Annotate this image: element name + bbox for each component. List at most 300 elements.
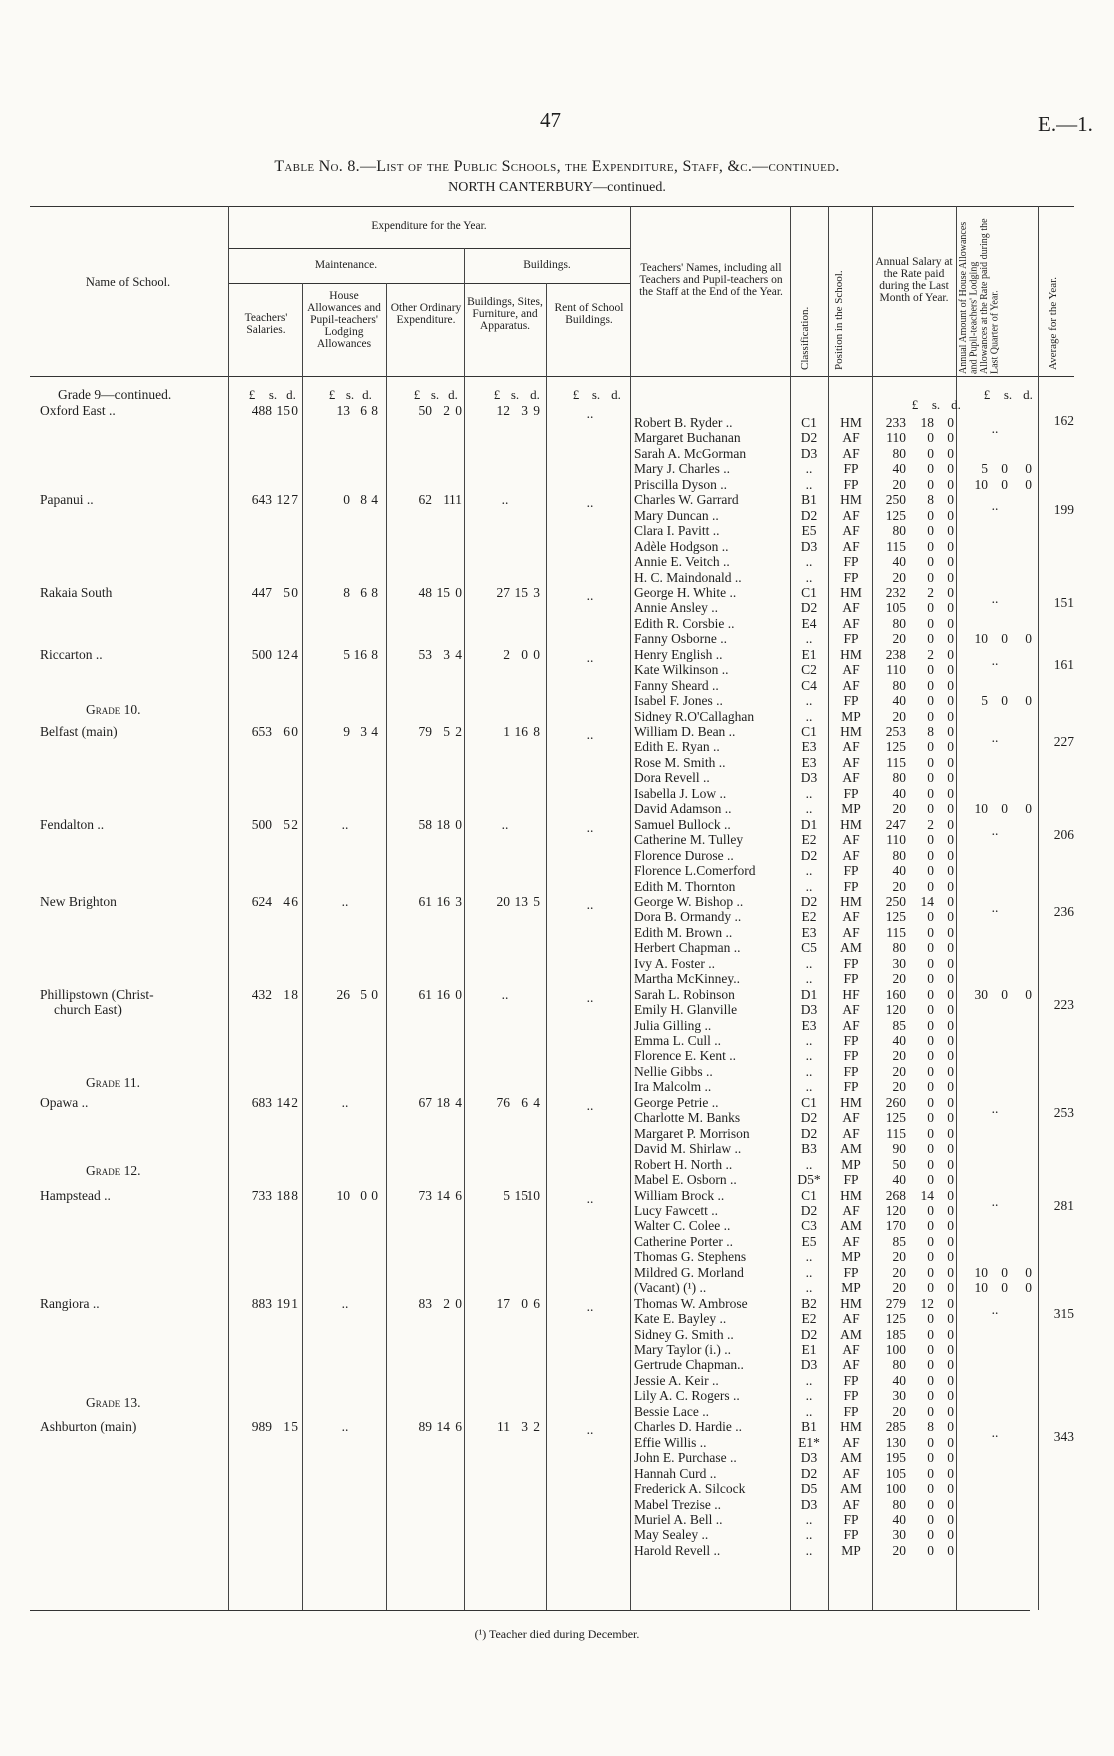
teacher-position: AF bbox=[842, 507, 860, 523]
teacher-name: (Vacant) (¹) .. bbox=[634, 1280, 707, 1296]
school-average: 315 bbox=[1053, 1305, 1074, 1321]
header-annual-salary: Annual Salary at the Rate paid during the Last Month of Year. bbox=[875, 256, 953, 304]
school-other-ordinary-pence: 0 bbox=[455, 1295, 462, 1311]
teacher-salary-pounds: 160 bbox=[885, 986, 906, 1002]
school-name: Rakaia South bbox=[40, 584, 113, 600]
teacher-house-pence: 0 bbox=[1025, 1280, 1032, 1296]
school-average: 162 bbox=[1053, 413, 1074, 428]
teacher-salary-pence: 0 bbox=[947, 724, 954, 739]
teacher-name: Ivy A. Foster .. bbox=[634, 955, 715, 971]
teacher-position: HM bbox=[840, 1187, 862, 1203]
teacher-house-dots: .. bbox=[991, 652, 999, 668]
teacher-position: MP bbox=[841, 1249, 861, 1265]
school-buildings-shillings: 0 bbox=[521, 1295, 528, 1311]
school-house-allowances-pence: 8 bbox=[371, 403, 378, 418]
page-number: 47 bbox=[540, 108, 561, 132]
teacher-salary-shillings: 0 bbox=[927, 1249, 934, 1265]
teacher-salary-shillings: 0 bbox=[927, 1048, 934, 1064]
school-other-ordinary-pence: 0 bbox=[455, 986, 462, 1002]
unit-label: s. bbox=[345, 387, 355, 402]
teacher-salary-pounds: 115 bbox=[886, 754, 906, 770]
teacher-position: AF bbox=[842, 847, 860, 863]
school-other-ordinary-pounds: 61 bbox=[418, 893, 432, 909]
teacher-salary-shillings: 0 bbox=[927, 1311, 934, 1327]
school-buildings-pence: 3 bbox=[533, 584, 540, 600]
header-bottom-rule bbox=[30, 376, 1074, 377]
teacher-classification: C5 bbox=[801, 940, 817, 956]
teacher-salary-pence: 0 bbox=[947, 832, 954, 848]
school-other-ordinary-shillings: 16 bbox=[436, 893, 450, 909]
school-other-ordinary-pounds: 67 bbox=[418, 1094, 432, 1110]
teacher-salary-pence: 0 bbox=[947, 1496, 954, 1512]
teacher-name: Robert B. Ryder .. bbox=[634, 415, 733, 430]
teacher-name: Lily A. C. Rogers .. bbox=[634, 1388, 740, 1404]
teacher-name: Clara I. Pavitt .. bbox=[634, 523, 720, 539]
teacher-salary-pounds: 30 bbox=[892, 955, 906, 971]
teacher-salary-pounds: 250 bbox=[885, 492, 906, 508]
school-other-ordinary-shillings: 2 bbox=[443, 1295, 450, 1311]
teacher-salary-shillings: 0 bbox=[927, 909, 934, 925]
teacher-salary-pounds: 238 bbox=[885, 646, 906, 662]
teacher-position: AF bbox=[842, 1202, 860, 1218]
teacher-classification: C4 bbox=[801, 677, 817, 693]
col-rule bbox=[302, 283, 303, 1610]
teacher-classification: D2 bbox=[800, 600, 818, 616]
teacher-classification: .. bbox=[805, 955, 813, 971]
school-teachers-salaries-pence: 8 bbox=[291, 1187, 298, 1203]
teacher-position: AF bbox=[842, 1342, 860, 1357]
school-other-ordinary-pounds: 50 bbox=[418, 403, 432, 418]
teacher-salary-pence: 0 bbox=[947, 1481, 954, 1497]
teacher-name: Mary J. Charles .. bbox=[634, 461, 730, 477]
teacher-salary-pounds: 185 bbox=[885, 1326, 906, 1342]
teacher-position: FP bbox=[843, 1403, 859, 1419]
teacher-position: FP bbox=[843, 476, 859, 492]
unit-label: £ bbox=[983, 387, 991, 402]
teacher-classification: .. bbox=[805, 971, 813, 987]
teacher-name: John E. Purchase .. bbox=[634, 1450, 737, 1466]
teacher-salary-pounds: 40 bbox=[892, 554, 906, 570]
teacher-house-pence: 0 bbox=[1025, 1264, 1032, 1280]
teacher-classification: .. bbox=[805, 1264, 813, 1280]
school-buildings-pounds: 11 bbox=[497, 1419, 510, 1435]
teacher-salary-shillings: 0 bbox=[927, 1342, 934, 1357]
teacher-name: Thomas W. Ambrose bbox=[634, 1295, 748, 1311]
school-name: Phillipstown (Christ- bbox=[40, 986, 154, 1002]
teacher-name: Charlotte M. Banks bbox=[634, 1110, 741, 1126]
teacher-salary-shillings: 0 bbox=[927, 754, 934, 770]
teacher-house-pence: 0 bbox=[1025, 631, 1032, 647]
school-house-allowances-pounds: 9 bbox=[343, 724, 350, 739]
teacher-salary-pence: 0 bbox=[947, 1388, 954, 1404]
teacher-salary-shillings: 8 bbox=[927, 724, 934, 739]
teacher-salary-shillings: 14 bbox=[920, 1187, 934, 1203]
grade-heading: Grade 13. bbox=[86, 1394, 141, 1410]
school-teachers-salaries-shillings: 15 bbox=[276, 403, 290, 418]
header-name-of-school: Name of School. bbox=[85, 275, 171, 289]
teacher-classification: E3 bbox=[801, 739, 817, 755]
footnote: (¹) Teacher died during December. bbox=[474, 1627, 640, 1641]
teacher-classification: E5 bbox=[801, 523, 817, 539]
school-other-ordinary-pence: 4 bbox=[455, 646, 462, 662]
teacher-position: MP bbox=[841, 801, 861, 817]
teacher-salary-pence: 0 bbox=[947, 816, 954, 832]
header-average: Average for the Year. bbox=[1047, 277, 1059, 370]
teacher-salary-pence: 0 bbox=[947, 1527, 954, 1543]
teacher-name: Bessie Lace .. bbox=[634, 1403, 709, 1419]
school-teachers-salaries-shillings: 1 bbox=[283, 1419, 290, 1435]
unit-label: s. bbox=[430, 387, 440, 402]
teacher-salary-pounds: 20 bbox=[892, 476, 906, 492]
school-house-allowances-pence: 0 bbox=[371, 986, 378, 1002]
teacher-salary-pounds: 125 bbox=[885, 909, 906, 925]
school-rent: .. bbox=[586, 1422, 594, 1438]
teacher-name: George H. White .. bbox=[634, 584, 737, 600]
teacher-salary-pounds: 80 bbox=[892, 1496, 906, 1512]
school-other-ordinary-pounds: 89 bbox=[418, 1419, 432, 1435]
unit-label: d. bbox=[611, 387, 621, 402]
teacher-position: MP bbox=[841, 1542, 861, 1558]
school-buildings-pence: 8 bbox=[533, 724, 540, 739]
teacher-salary-shillings: 0 bbox=[927, 1079, 934, 1095]
teacher-salary-pence: 0 bbox=[947, 1017, 954, 1033]
teacher-classification: .. bbox=[805, 1372, 813, 1388]
teacher-name: Muriel A. Bell .. bbox=[634, 1511, 723, 1527]
teacher-name: H. C. Maindonald .. bbox=[634, 569, 742, 585]
teacher-classification: E2 bbox=[801, 1311, 817, 1327]
school-house-allowances-pence: 8 bbox=[371, 584, 378, 600]
teacher-position: AF bbox=[842, 832, 860, 848]
teacher-salary-shillings: 18 bbox=[920, 415, 934, 430]
school-other-ordinary-shillings: 3 bbox=[443, 646, 450, 662]
school-buildings-pounds: 20 bbox=[496, 893, 510, 909]
school-house-allowances-pounds: 10 bbox=[336, 1187, 350, 1203]
teacher-salary-shillings: 0 bbox=[927, 1233, 934, 1249]
teacher-salary-shillings: 0 bbox=[927, 600, 934, 616]
teacher-name: May Sealey .. bbox=[634, 1527, 709, 1543]
school-buildings-shillings: 15 bbox=[514, 584, 528, 600]
teacher-name: Mary Duncan .. bbox=[634, 507, 719, 523]
school-other-ordinary-pence: 0 bbox=[455, 403, 462, 418]
teacher-salary-shillings: 0 bbox=[927, 615, 934, 631]
teacher-position: FP bbox=[843, 693, 859, 709]
teacher-name: Annie E. Veitch .. bbox=[634, 554, 730, 570]
teacher-salary-pence: 0 bbox=[947, 1342, 954, 1357]
teacher-salary-pence: 0 bbox=[947, 1311, 954, 1327]
teacher-position: FP bbox=[843, 971, 859, 987]
teacher-salary-pence: 0 bbox=[947, 1048, 954, 1064]
teacher-salary-pounds: 80 bbox=[892, 940, 906, 956]
teacher-salary-shillings: 0 bbox=[927, 507, 934, 523]
teacher-name: Isabella J. Low .. bbox=[634, 785, 727, 801]
school-rent: .. bbox=[586, 727, 594, 742]
teacher-salary-pounds: 85 bbox=[892, 1233, 906, 1249]
teacher-salary-pounds: 120 bbox=[885, 1202, 906, 1218]
table-bottom-rule bbox=[30, 1610, 1030, 1611]
teacher-salary-pounds: 20 bbox=[892, 1542, 906, 1558]
teacher-position: AF bbox=[842, 1002, 860, 1018]
school-house-allowances-pence: 4 bbox=[371, 724, 378, 739]
col-rule bbox=[464, 248, 465, 1610]
teacher-salary-pence: 0 bbox=[947, 430, 954, 446]
school-buildings-pence: 2 bbox=[533, 1419, 540, 1435]
school-house-allowances-shillings: 3 bbox=[360, 724, 367, 739]
teacher-classification: .. bbox=[805, 1033, 813, 1048]
teacher-classification: E3 bbox=[801, 1017, 817, 1033]
teacher-name: Sidney G. Smith .. bbox=[634, 1326, 734, 1342]
teacher-classification: E1 bbox=[801, 646, 817, 662]
teacher-salary-shillings: 0 bbox=[927, 847, 934, 863]
teacher-position: FP bbox=[843, 1372, 859, 1388]
teacher-salary-pounds: 80 bbox=[892, 770, 906, 786]
school-teachers-salaries-pence: 0 bbox=[291, 403, 298, 418]
teacher-classification: .. bbox=[805, 554, 813, 570]
teacher-salary-pence: 0 bbox=[947, 523, 954, 539]
school-house-allowances-shillings: 6 bbox=[360, 584, 367, 600]
teacher-position: AM bbox=[840, 1218, 862, 1234]
school-other-ordinary-pounds: 58 bbox=[418, 816, 432, 832]
teacher-position: FP bbox=[843, 1079, 859, 1095]
teacher-salary-pounds: 115 bbox=[886, 538, 906, 554]
school-house-allowances-shillings: 6 bbox=[360, 403, 367, 418]
teacher-position: AF bbox=[842, 445, 860, 461]
teacher-classification: D3 bbox=[800, 538, 818, 554]
school-house-allowances-shillings: 5 bbox=[360, 986, 367, 1002]
teacher-name: Robert H. North .. bbox=[634, 1156, 733, 1172]
teacher-name: Annie Ansley .. bbox=[634, 600, 718, 616]
teacher-name: Priscilla Dyson .. bbox=[634, 476, 727, 492]
teacher-name: Kate E. Bayley .. bbox=[634, 1311, 727, 1327]
teacher-position: FP bbox=[843, 1264, 859, 1280]
teacher-salary-pence: 0 bbox=[947, 893, 954, 909]
teacher-name: Florence Durose .. bbox=[634, 847, 734, 863]
teacher-salary-pounds: 253 bbox=[885, 724, 906, 739]
teacher-salary-pounds: 268 bbox=[885, 1187, 906, 1203]
teacher-classification: D2 bbox=[800, 507, 818, 523]
teacher-salary-pounds: 80 bbox=[892, 1357, 906, 1373]
teacher-salary-shillings: 0 bbox=[927, 476, 934, 492]
teacher-salary-pence: 0 bbox=[947, 1233, 954, 1249]
teacher-salary-pence: 0 bbox=[947, 1079, 954, 1095]
teacher-salary-pounds: 40 bbox=[892, 1172, 906, 1188]
school-average: 227 bbox=[1053, 734, 1074, 749]
teacher-house-pounds: 10 bbox=[974, 1280, 988, 1296]
teacher-house-pence: 0 bbox=[1025, 986, 1032, 1002]
school-buildings-pence: 0 bbox=[533, 646, 540, 662]
teacher-name: Margaret Buchanan bbox=[634, 430, 741, 446]
teacher-salary-shillings: 0 bbox=[927, 1434, 934, 1450]
teacher-salary-pounds: 105 bbox=[885, 600, 906, 616]
unit-label: £ bbox=[493, 387, 501, 402]
teacher-salary-shillings: 0 bbox=[927, 677, 934, 693]
school-teachers-salaries-pounds: 432 bbox=[251, 986, 272, 1002]
teacher-salary-pounds: 20 bbox=[892, 878, 906, 894]
teacher-salary-pence: 0 bbox=[947, 1295, 954, 1311]
teacher-name: Isabel F. Jones .. bbox=[634, 693, 723, 709]
teacher-salary-shillings: 0 bbox=[927, 832, 934, 848]
school-other-ordinary-shillings: 16 bbox=[436, 986, 450, 1002]
header-house-allowances: House Allowances and Pupil-teachers' Lodging Allowances bbox=[307, 290, 381, 350]
teacher-salary-pounds: 80 bbox=[892, 847, 906, 863]
teacher-salary-pounds: 120 bbox=[885, 1002, 906, 1018]
teacher-classification: C3 bbox=[801, 1218, 817, 1234]
teacher-salary-pence: 0 bbox=[947, 538, 954, 554]
teacher-classification: .. bbox=[805, 1048, 813, 1064]
teacher-name: George Petrie .. bbox=[634, 1094, 719, 1110]
teacher-salary-shillings: 0 bbox=[927, 1496, 934, 1512]
teacher-salary-pence: 0 bbox=[947, 1372, 954, 1388]
unit-label: s. bbox=[591, 387, 601, 402]
teacher-salary-shillings: 2 bbox=[927, 816, 934, 832]
col-rule bbox=[828, 206, 829, 1610]
teacher-classification: D5* bbox=[797, 1172, 821, 1188]
teacher-house-shillings: 0 bbox=[1001, 476, 1008, 492]
teacher-salary-pence: 0 bbox=[947, 662, 954, 678]
teacher-name: Edith R. Corsbie .. bbox=[634, 615, 735, 631]
school-teachers-salaries-pounds: 733 bbox=[251, 1187, 272, 1203]
teacher-salary-pence: 0 bbox=[947, 785, 954, 801]
teacher-classification: .. bbox=[805, 1249, 813, 1265]
teacher-salary-pence: 0 bbox=[947, 955, 954, 971]
school-buildings-shillings: 6 bbox=[521, 1094, 528, 1110]
teacher-position: HM bbox=[840, 584, 862, 600]
teacher-salary-shillings: 0 bbox=[927, 1357, 934, 1373]
teacher-name: Herbert Chapman .. bbox=[634, 940, 741, 956]
teacher-classification: .. bbox=[805, 1156, 813, 1172]
school-teachers-salaries-shillings: 19 bbox=[276, 1295, 290, 1311]
teacher-salary-shillings: 0 bbox=[927, 1017, 934, 1033]
teacher-name: Adèle Hodgson .. bbox=[634, 538, 729, 554]
school-name: Hampstead .. bbox=[40, 1187, 111, 1203]
teacher-name: Emma L. Cull .. bbox=[634, 1033, 721, 1048]
teacher-salary-shillings: 0 bbox=[927, 739, 934, 755]
teacher-name: Dora Revell .. bbox=[634, 770, 710, 786]
school-rent: .. bbox=[586, 1097, 594, 1113]
school-buildings-pence: 6 bbox=[533, 1295, 540, 1311]
teacher-salary-pence: 0 bbox=[947, 863, 954, 879]
teacher-salary-shillings: 0 bbox=[927, 955, 934, 971]
teacher-salary-pounds: 170 bbox=[885, 1218, 906, 1234]
teacher-salary-pounds: 50 bbox=[892, 1156, 906, 1172]
teacher-classification: D3 bbox=[800, 1450, 818, 1466]
teacher-salary-shillings: 0 bbox=[927, 971, 934, 987]
teacher-salary-pounds: 125 bbox=[885, 1311, 906, 1327]
teacher-position: AF bbox=[842, 1233, 860, 1249]
teacher-salary-shillings: 0 bbox=[927, 708, 934, 724]
teacher-salary-pence: 0 bbox=[947, 847, 954, 863]
unit-label: d. bbox=[362, 387, 372, 402]
teacher-salary-pounds: 40 bbox=[892, 461, 906, 477]
teacher-salary-shillings: 0 bbox=[927, 1063, 934, 1079]
teacher-name: Emily H. Glanville bbox=[634, 1002, 738, 1018]
teacher-salary-pence: 0 bbox=[947, 924, 954, 940]
teacher-classification: .. bbox=[805, 569, 813, 585]
teacher-classification: B1 bbox=[801, 492, 817, 508]
teacher-salary-pence: 0 bbox=[947, 754, 954, 770]
teacher-salary-shillings: 0 bbox=[927, 770, 934, 786]
teacher-name: Jessie A. Keir .. bbox=[634, 1372, 719, 1388]
school-teachers-salaries-pounds: 500 bbox=[251, 816, 272, 832]
teacher-salary-pence: 0 bbox=[947, 1033, 954, 1048]
teacher-salary-pounds: 100 bbox=[885, 1342, 906, 1357]
school-buildings-pence: 5 bbox=[533, 893, 540, 909]
school-house-allowances-dots: .. bbox=[341, 1094, 349, 1110]
teacher-position: FP bbox=[843, 1048, 859, 1064]
unit-label: s. bbox=[510, 387, 520, 402]
school-average: 236 bbox=[1053, 903, 1074, 919]
school-rent: .. bbox=[586, 406, 594, 421]
teacher-salary-pounds: 247 bbox=[885, 816, 906, 832]
teacher-position: HM bbox=[840, 724, 862, 739]
unit-label: d. bbox=[530, 387, 540, 402]
teacher-salary-pounds: 40 bbox=[892, 785, 906, 801]
school-other-ordinary-pounds: 83 bbox=[418, 1295, 432, 1311]
col-rule bbox=[386, 283, 387, 1610]
school-teachers-salaries-shillings: 5 bbox=[283, 584, 290, 600]
teacher-salary-pence: 0 bbox=[947, 1326, 954, 1342]
school-average: 253 bbox=[1053, 1104, 1074, 1120]
teacher-classification: .. bbox=[805, 461, 813, 477]
teacher-salary-pounds: 30 bbox=[892, 1388, 906, 1404]
school-other-ordinary-pence: 11 bbox=[449, 492, 462, 508]
teacher-salary-pence: 0 bbox=[947, 739, 954, 755]
teacher-salary-pounds: 100 bbox=[885, 1481, 906, 1497]
teacher-position: HM bbox=[840, 646, 862, 662]
teacher-salary-pence: 0 bbox=[947, 878, 954, 894]
unit-label: s. bbox=[1003, 387, 1013, 402]
teacher-salary-pounds: 125 bbox=[885, 739, 906, 755]
teacher-salary-pounds: 20 bbox=[892, 1063, 906, 1079]
header-annual-house: Annual Amount of House Allowances and Pupil-teachers' Lodging Allowances at the Rate paid during the Last Quarter of Year. bbox=[958, 218, 1001, 374]
teacher-salary-pounds: 20 bbox=[892, 801, 906, 817]
teacher-house-dots: .. bbox=[991, 1425, 999, 1441]
school-teachers-salaries-pounds: 653 bbox=[251, 724, 272, 739]
school-name: Riccarton .. bbox=[40, 646, 103, 662]
unit-label: £ bbox=[248, 387, 256, 402]
teacher-classification: .. bbox=[805, 1542, 813, 1558]
teacher-position: AF bbox=[842, 909, 860, 925]
teacher-classification: .. bbox=[805, 1079, 813, 1095]
teacher-position: AF bbox=[842, 1357, 860, 1373]
school-house-allowances-dots: .. bbox=[341, 1295, 349, 1311]
school-other-ordinary-pence: 0 bbox=[455, 816, 462, 832]
school-average: 206 bbox=[1053, 826, 1074, 842]
teacher-classification: .. bbox=[805, 801, 813, 817]
school-teachers-salaries-pounds: 447 bbox=[251, 584, 272, 600]
teacher-salary-shillings: 0 bbox=[927, 554, 934, 570]
header-classification: Classification. bbox=[799, 306, 811, 370]
teacher-salary-pounds: 80 bbox=[892, 677, 906, 693]
teacher-classification: D2 bbox=[800, 1125, 818, 1141]
teacher-classification: D2 bbox=[800, 1110, 818, 1126]
teacher-name: David M. Shirlaw .. bbox=[634, 1141, 742, 1157]
grade-heading: Grade 10. bbox=[86, 702, 141, 718]
school-other-ordinary-shillings: 1 bbox=[443, 492, 450, 508]
school-teachers-salaries-pence: 2 bbox=[291, 816, 298, 832]
school-rent: .. bbox=[586, 649, 594, 665]
school-average: 199 bbox=[1053, 502, 1074, 518]
teacher-position: AF bbox=[842, 523, 860, 539]
teacher-position: AF bbox=[842, 1465, 860, 1481]
teacher-position: HM bbox=[840, 415, 862, 430]
teacher-position: AM bbox=[840, 1481, 862, 1497]
teacher-salary-pounds: 130 bbox=[885, 1434, 906, 1450]
teacher-salary-pence: 0 bbox=[947, 461, 954, 477]
teacher-position: FP bbox=[843, 569, 859, 585]
school-teachers-salaries-pounds: 989 bbox=[251, 1419, 272, 1435]
teacher-salary-pounds: 195 bbox=[885, 1450, 906, 1466]
school-average: 223 bbox=[1053, 996, 1074, 1012]
